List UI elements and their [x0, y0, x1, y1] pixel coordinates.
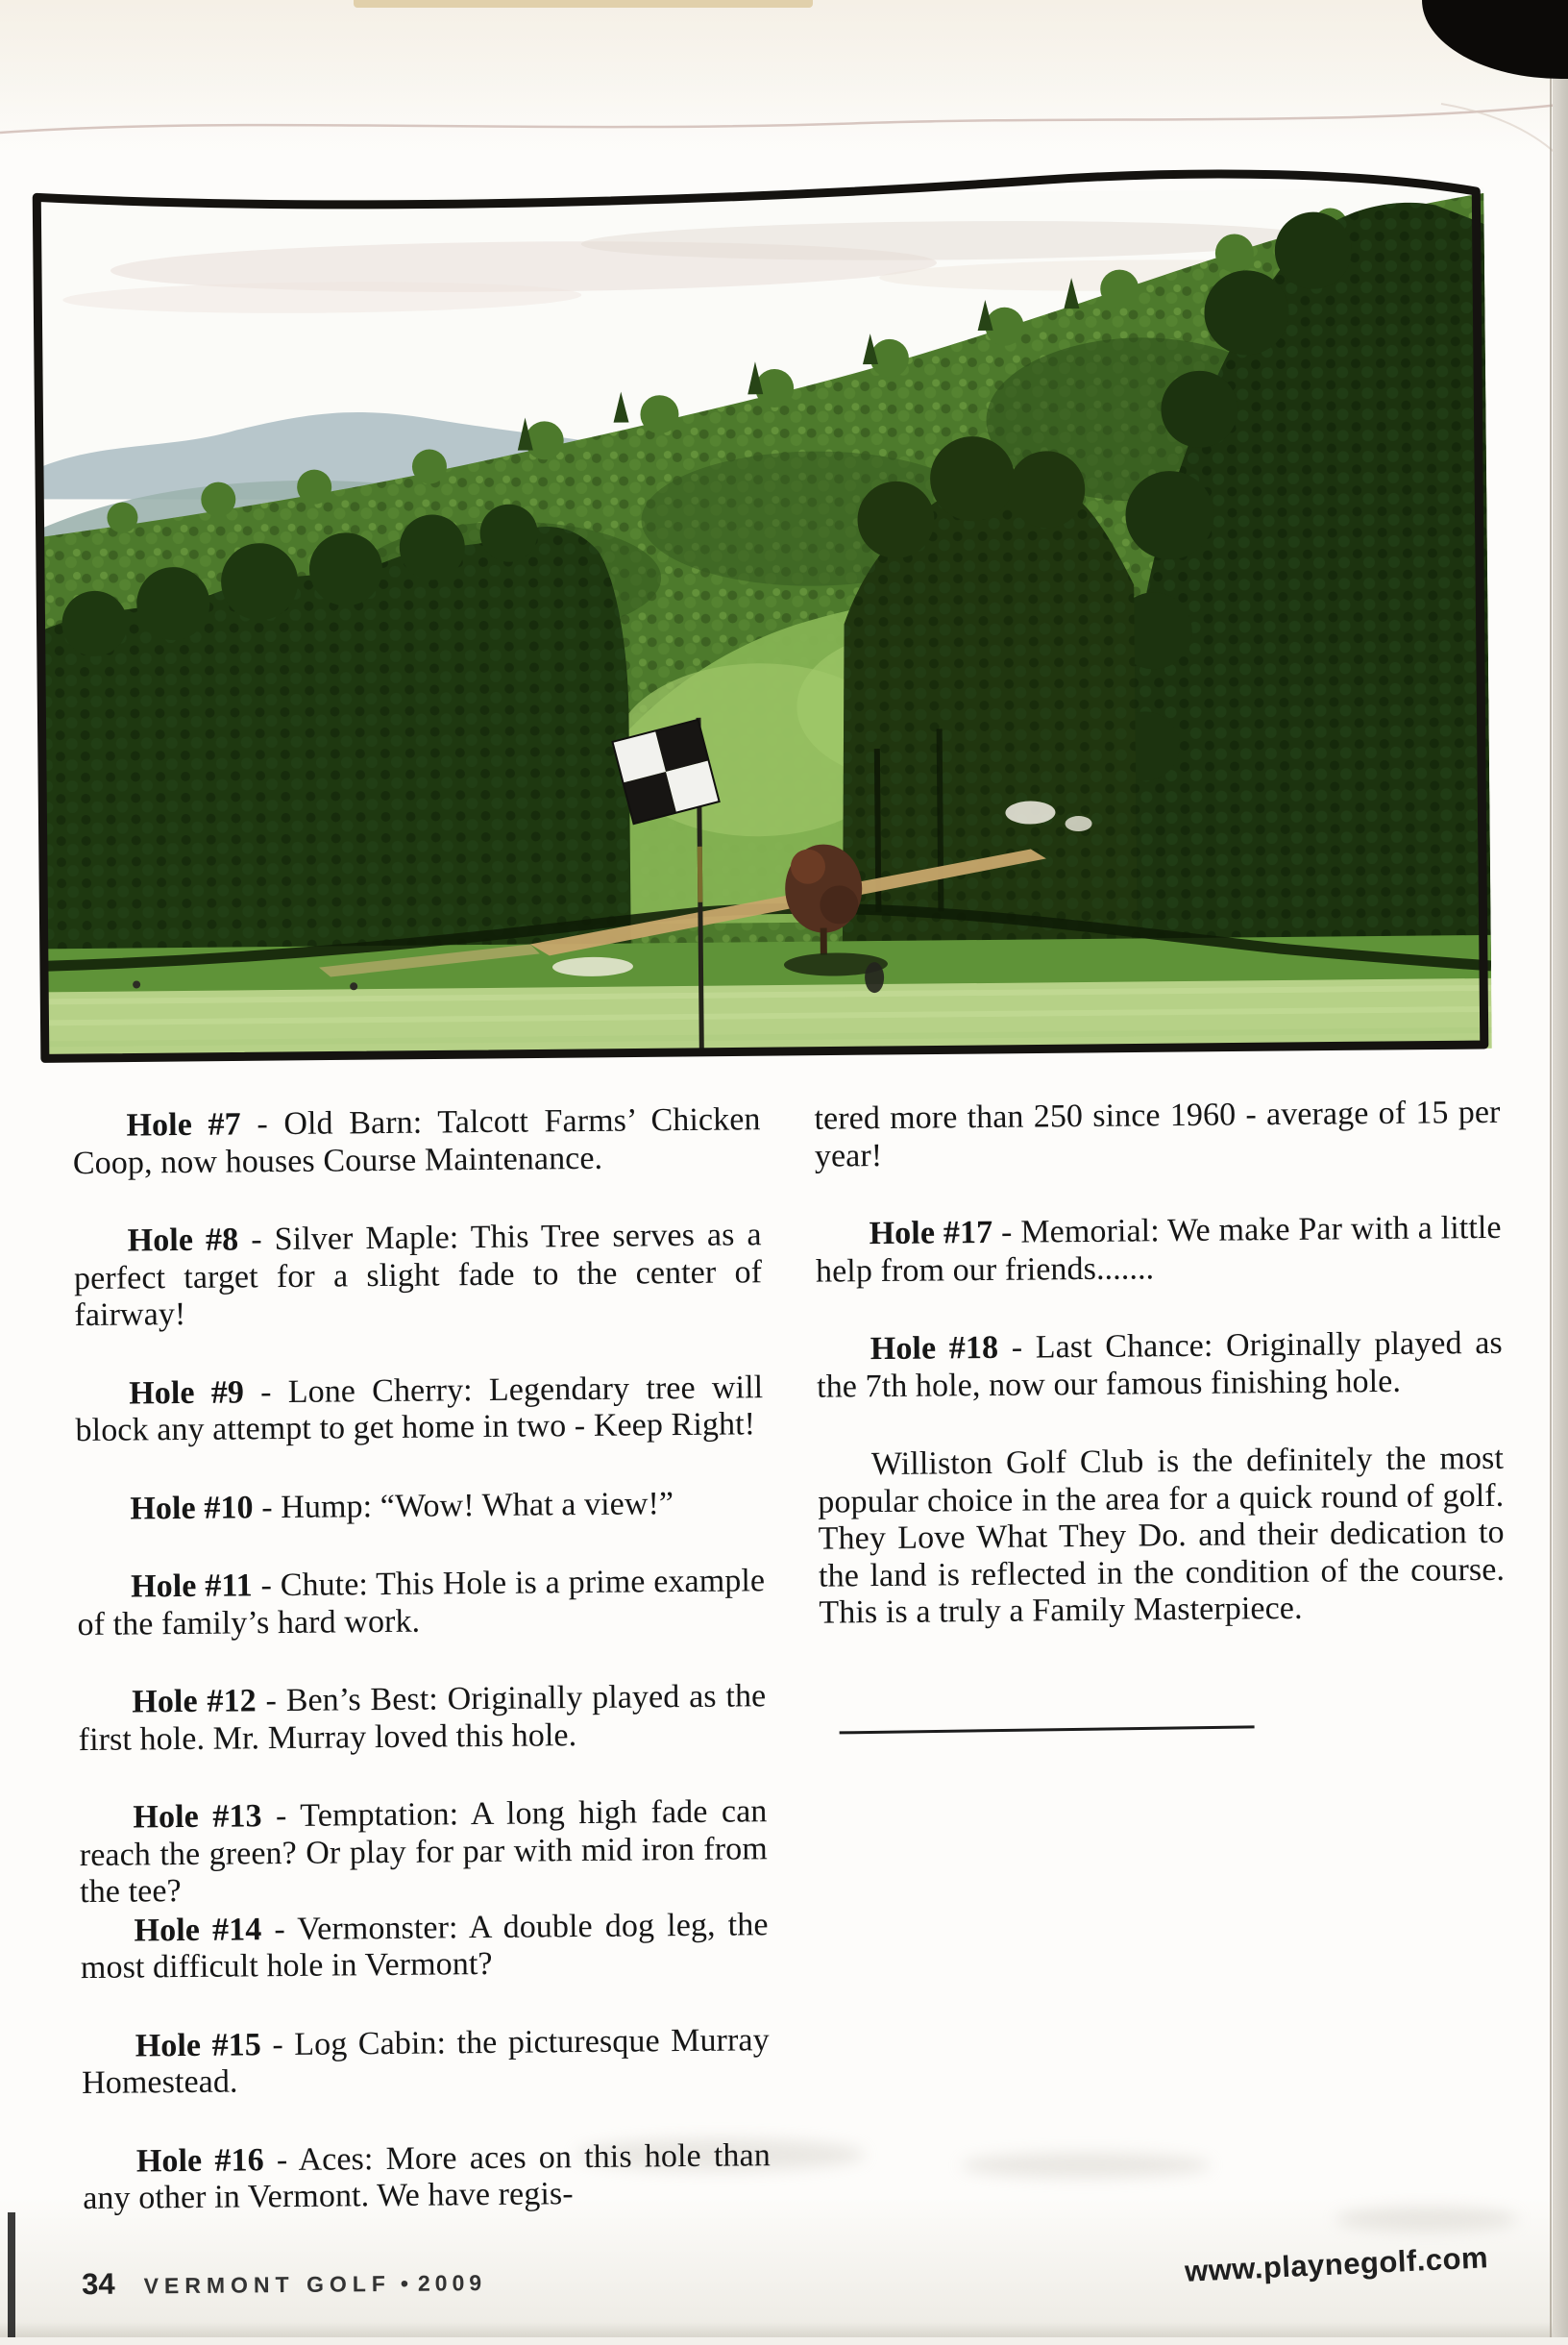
paragraph-hole-15 — [82, 2022, 771, 2103]
hole-11-label: Hole #11 — [130, 1567, 253, 1605]
hole-8-text: - Silver Maple: This Tree serves as a perfect target for a slight fade to the center of fairway! — [73, 1217, 763, 1334]
hole-12-text: - Ben’s Best: Originally played as the first hole. Mr. Murray loved this hole. — [78, 1678, 767, 1758]
left-column — [72, 1101, 771, 2259]
paragraph-hole-7 — [72, 1101, 761, 1182]
hole-14-label: Hole #14 — [134, 1911, 262, 1949]
paragraph-hole-12 — [78, 1678, 767, 1759]
footer-left — [82, 2263, 486, 2302]
paragraph-hole-17 — [815, 1210, 1502, 1291]
magazine-title: VERMONT GOLF — [143, 2270, 392, 2299]
paragraph-hole-10 — [76, 1485, 764, 1528]
hole-16-label: Hole #16 — [135, 2141, 264, 2180]
hole-13-label: Hole #13 — [133, 1798, 262, 1836]
hole-18-text: - Last Chance: Originally played as the 7th hole, now our famous finishing hole. — [816, 1324, 1503, 1405]
continuation-text: tered more than 250 since 1960 - average of 15 per year! — [814, 1094, 1501, 1174]
hole-8-label: Hole #8 — [127, 1222, 239, 1259]
hole-17-label: Hole #17 — [869, 1214, 993, 1252]
section-divider — [840, 1725, 1255, 1734]
hole-10-text: - Hump: “Wow! What a view!” — [253, 1485, 674, 1525]
closing-text: Williston Golf Club is the definitely the most popular choice in the area for a quick round of golf. They Love What They Do. and their dedication to the land is reflected in the condition of the course. This is a truly a Family Masterpiece. — [818, 1440, 1506, 1631]
hole-16-text: - Aces: More aces on this hole than any other in Vermont. We have regis- — [83, 2136, 772, 2217]
course-photo — [23, 166, 1504, 1084]
course-photo-frame — [23, 166, 1504, 1084]
page-edge-strip — [1553, 0, 1568, 2337]
hole-7-label: Hole #7 — [126, 1106, 241, 1144]
magazine-year: 2009 — [417, 2270, 487, 2296]
paragraph-hole-13 — [79, 1793, 768, 1911]
hole-12-label: Hole #12 — [132, 1683, 257, 1720]
hole-13-text: - Temptation: A long high fade can reach the green? Or play for par with mid iron from the tee? — [79, 1793, 768, 1911]
paragraph-hole-18 — [817, 1325, 1504, 1406]
page-edge-line — [1550, 0, 1552, 2337]
hole-11-text: - Chute: This Hole is a prime example of the family’s hard work. — [77, 1563, 766, 1642]
paragraph-continuation — [814, 1095, 1501, 1175]
paragraph-hole-8 — [74, 1217, 763, 1334]
footer-separator: • — [400, 2270, 409, 2296]
paragraph-hole-9 — [75, 1370, 764, 1450]
hole-10-label: Hole #10 — [130, 1489, 254, 1527]
paragraph-closing — [818, 1441, 1506, 1632]
scan-bottom-shadow — [0, 2322, 1568, 2337]
hole-14-text: - Vermonster: A double dog leg, the most difficult hole in Vermont? — [80, 1906, 769, 1987]
page-number: 34 — [81, 2266, 115, 2302]
hole-15-label: Hole #15 — [135, 2026, 262, 2064]
scan-edge-mark — [8, 2212, 15, 2337]
hole-9-text: - Lone Cherry: Legendary tree will block any attempt to get home in two - Keep Right! — [75, 1369, 764, 1449]
hole-9-label: Hole #9 — [129, 1373, 245, 1412]
hole-18-label: Hole #18 — [870, 1329, 999, 1368]
paragraph-hole-14 — [80, 1907, 769, 1987]
hole-17-text: - Memorial: We make Par with a little help from our friends....... — [815, 1209, 1502, 1290]
hole-15-text: - Log Cabin: the picturesque Murray Homestead. — [81, 2021, 770, 2102]
paragraph-hole-16 — [83, 2137, 772, 2218]
hole-7-text: - Old Barn: Talcott Farms’ Chicken Coop, now houses Course Maintenance. — [72, 1101, 761, 1181]
paragraph-hole-11 — [77, 1563, 766, 1643]
right-column — [814, 1095, 1506, 1733]
website-url: www.playnegolf.com — [1184, 2240, 1489, 2288]
